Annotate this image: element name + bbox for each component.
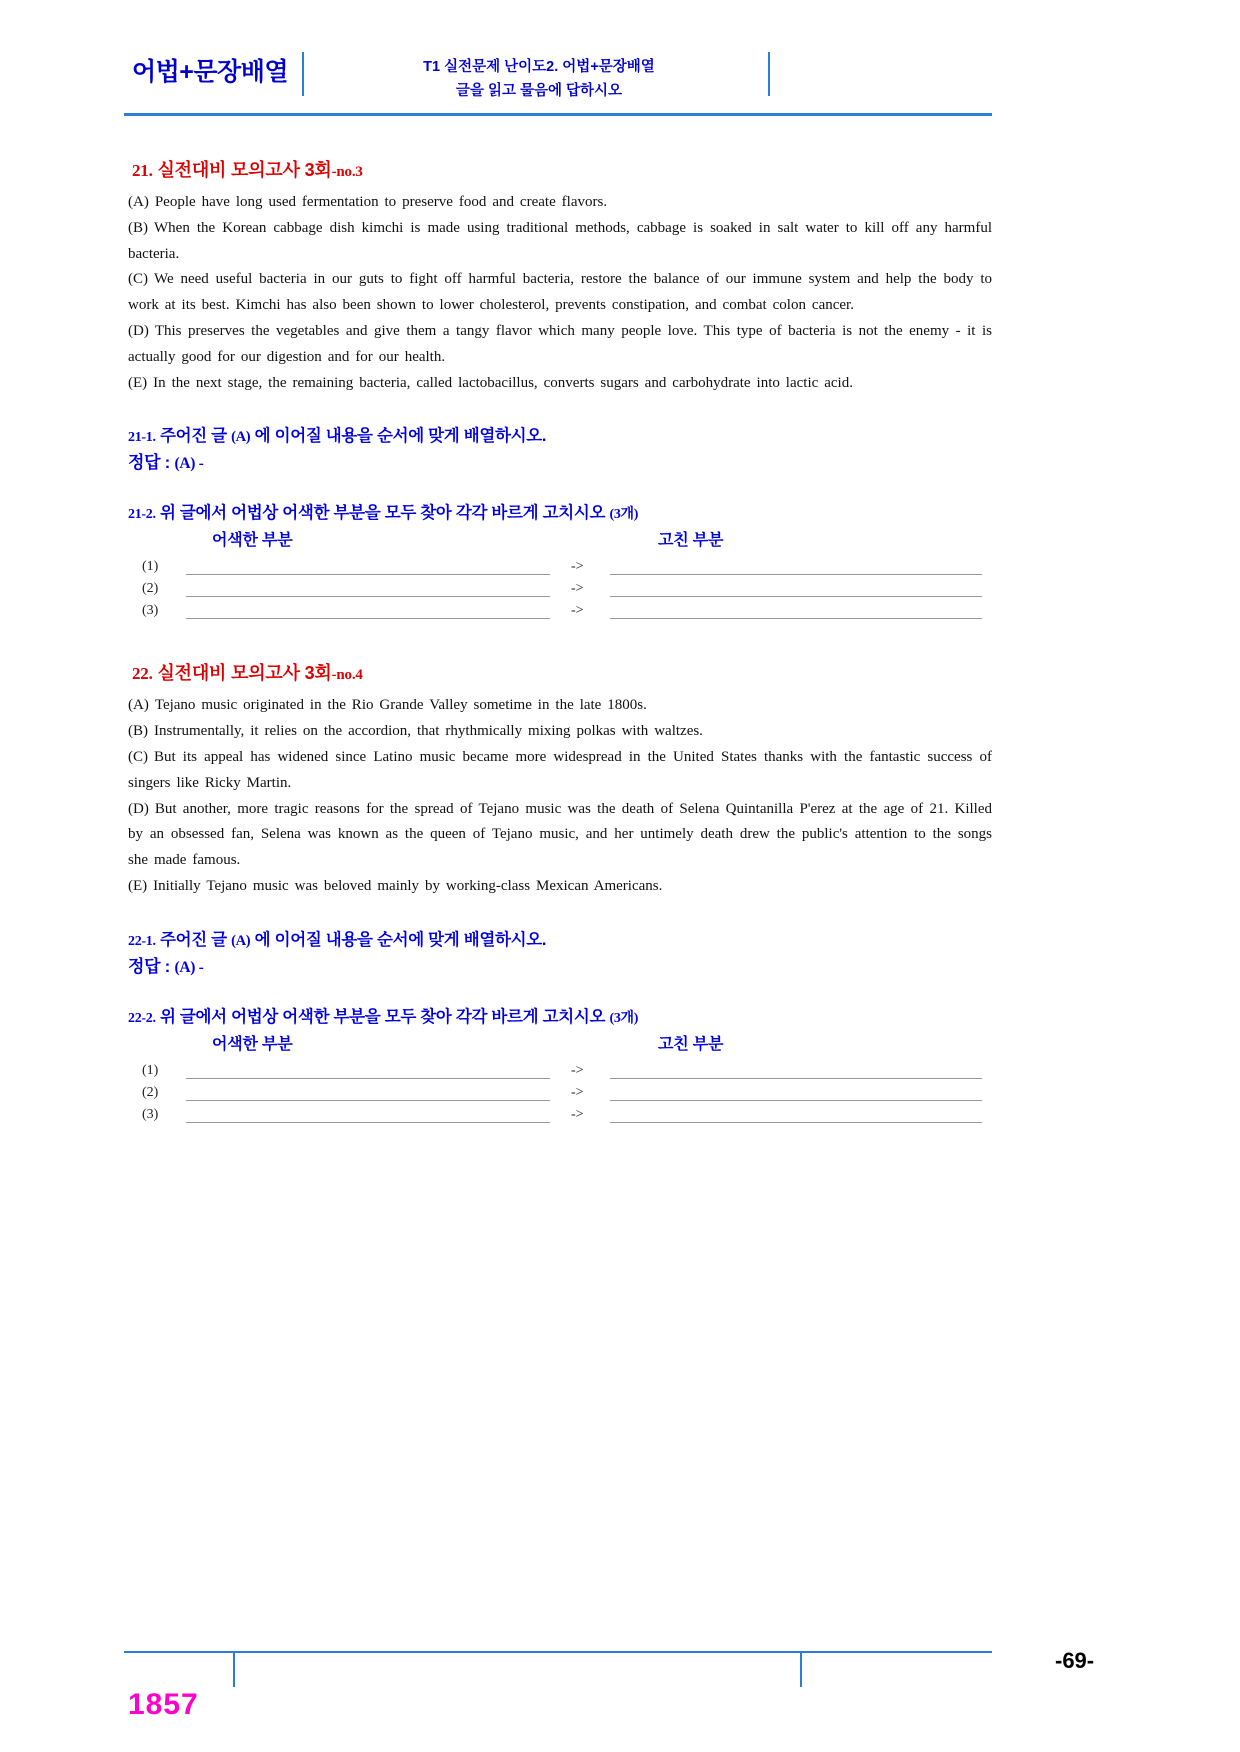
answer-value: (A) -	[174, 958, 204, 976]
row-number: (2)	[142, 1084, 159, 1100]
paragraph-label: (B)	[128, 723, 148, 740]
sub-question-21-1-prompt-before: 주어진 글	[159, 427, 227, 446]
sub-question-21-2-prompt	[128, 499, 992, 523]
paragraph-text: Instrumentally, it relies on the accordion, that rhythmically mixing polkas with waltzes.	[154, 723, 703, 740]
sub-question-22-1	[128, 926, 992, 977]
sub-question-22-1-prompt	[128, 926, 992, 950]
sub-question-21-1-prompt	[128, 422, 992, 446]
column-header-fixed: 고친 부분	[658, 532, 724, 550]
arrow-glyph: ->	[571, 559, 584, 575]
question-22-title	[132, 659, 992, 685]
answer-label: 정답 :	[128, 956, 171, 976]
arrow-glyph: ->	[571, 1084, 584, 1100]
question-22-title-suffix: -no.4	[331, 667, 363, 684]
correction-row	[128, 1085, 992, 1107]
fixed-part-blank[interactable]	[610, 1078, 982, 1079]
footer-divider-left	[233, 1651, 235, 1687]
page-header	[124, 44, 992, 114]
row-number: (1)	[142, 1062, 159, 1078]
question-22-title-main: 실전대비 모의고사 3회	[157, 663, 332, 684]
arrow-glyph: ->	[571, 581, 584, 597]
sub-question-22-2	[128, 1003, 992, 1129]
header-horizontal-rule	[124, 113, 992, 116]
wrong-part-blank[interactable]	[186, 1122, 550, 1123]
paragraph-label: (A)	[128, 194, 149, 210]
correction-row	[128, 581, 992, 603]
passage-paragraph	[128, 874, 992, 900]
paragraph-text: Tejano music originated in the Rio Grande Valley sometime in the late 1800s.	[154, 697, 647, 714]
sub-question-21-1-prompt-after: 에 이어질 내용을 순서에 맞게 배열하시오.	[254, 427, 547, 446]
passage-paragraph	[128, 719, 992, 745]
paragraph-label: (D)	[128, 800, 149, 817]
wrong-part-blank[interactable]	[186, 1078, 550, 1079]
header-divider-left	[302, 52, 304, 96]
header-center-line1: T1 실전문제 난이도2. 어법+문장배열	[423, 59, 655, 75]
wrong-part-blank[interactable]	[186, 596, 550, 597]
sub-question-21-2-number: 21-2.	[128, 507, 156, 523]
fixed-part-blank[interactable]	[610, 618, 982, 619]
sub-question-22-1-prompt-before: 주어진 글	[159, 930, 227, 949]
answer-label: 정답 :	[128, 453, 171, 473]
answer-value: (A) -	[174, 455, 204, 473]
question-21-title-main: 실전대비 모의고사 3회	[157, 160, 332, 180]
worksheet-content	[124, 140, 992, 1133]
passage-paragraph	[128, 797, 992, 874]
sub-question-22-1-number: 22-1.	[128, 933, 156, 949]
sub-question-22-2-count: (3개)	[609, 1010, 639, 1026]
question-block-21	[124, 156, 992, 625]
paragraph-text: We need useful bacteria in our guts to fight off harmful bacteria, restore the balance of our immune system and help the body to work at its best. Kimchi has also been shown to lower cholesterol, prevents constipation, and combat colon cancer.	[128, 271, 992, 314]
sub-question-22-1-answer[interactable]	[128, 952, 992, 977]
passage-paragraph	[128, 319, 992, 371]
arrow-glyph: ->	[571, 603, 584, 619]
footer-page-number: -69-	[1055, 1648, 1095, 1673]
row-number: (3)	[142, 1106, 159, 1122]
fixed-part-blank[interactable]	[610, 1122, 982, 1123]
passage-paragraph	[128, 216, 992, 268]
fixed-part-blank[interactable]	[610, 574, 982, 575]
paragraph-label: (C)	[128, 748, 148, 765]
paragraph-text: In the next stage, the remaining bacteria, called lactobacillus, converts sugars and carbohydrate into lactic acid.	[153, 374, 853, 391]
paragraph-text: Initially Tejano music was beloved mainly by working-class Mexican Americans.	[153, 877, 663, 894]
paragraph-text: But its appeal has widened since Latino music became more widespread in the United States thanks with the fantastic success of singers like Ricky Martin.	[128, 748, 992, 791]
header-center-text	[314, 56, 764, 104]
column-header-wrong: 어색한 부분	[212, 1035, 293, 1053]
row-number: (2)	[142, 581, 159, 597]
wrong-part-blank[interactable]	[186, 574, 550, 575]
question-21-title	[132, 156, 992, 182]
footer-horizontal-rule	[124, 1651, 992, 1653]
paragraph-label: (D)	[128, 322, 149, 339]
header-brand-title: 어법+문장배열	[132, 58, 289, 86]
sub-question-21-1-paren: (A)	[231, 429, 251, 446]
footer-divider-right	[800, 1651, 802, 1687]
passage-paragraph	[128, 371, 992, 397]
fixed-part-blank[interactable]	[610, 596, 982, 597]
sub-question-21-1-answer[interactable]	[128, 448, 992, 473]
sub-question-22-2-prompt	[128, 1003, 992, 1027]
wrong-part-blank[interactable]	[186, 618, 550, 619]
sub-question-22-2-prompt-text: 위 글에서 어법상 어색한 부분을 모두 찾아 각각 바르게 고치시오	[159, 1007, 606, 1026]
paragraph-text: But another, more tragic reasons for the spread of Tejano music was the death of Selena Quintanilla P'erez at the age of 21. Killed by an obsessed fan, Selena was known as the queen of Tejano music, and her untimely death drew the public's attention to the songs she made famous.	[128, 800, 992, 869]
paragraph-label: (B)	[128, 219, 148, 236]
question-block-22	[124, 659, 992, 1128]
column-header-fixed: 고친 부분	[658, 1035, 724, 1053]
correction-table-headers	[128, 527, 992, 551]
sub-question-22-2-number: 22-2.	[128, 1010, 156, 1026]
correction-table-headers	[128, 1031, 992, 1055]
correction-rows	[128, 1063, 992, 1129]
sub-question-21-2-prompt-text: 위 글에서 어법상 어색한 부분을 모두 찾아 각각 바르게 고치시오	[159, 504, 606, 523]
question-21-title-suffix: -no.3	[331, 164, 363, 180]
arrow-glyph: ->	[571, 1062, 584, 1078]
question-22-number: 22.	[132, 664, 153, 684]
paragraph-label: (A)	[128, 697, 149, 714]
correction-row	[128, 603, 992, 625]
header-divider-right	[768, 52, 770, 96]
sub-question-22-1-paren: (A)	[231, 932, 251, 949]
arrow-glyph: ->	[571, 1106, 584, 1122]
paragraph-text: People have long used fermentation to preserve food and create flavors.	[154, 194, 608, 210]
question-21-number: 21.	[132, 161, 153, 180]
header-center-line2: 글을 읽고 물음에 답하시오	[455, 82, 623, 99]
row-number: (1)	[142, 559, 159, 575]
correction-row	[128, 1107, 992, 1129]
wrong-part-blank[interactable]	[186, 1100, 550, 1101]
correction-rows	[128, 559, 992, 625]
row-number: (3)	[142, 603, 159, 619]
paragraph-text: This preserves the vegetables and give them a tangy flavor which many people love. This type of bacteria is not the enemy - it is actually good for our digestion and for our health.	[128, 322, 992, 365]
paragraph-label: (E)	[128, 877, 148, 894]
passage-paragraph	[128, 693, 992, 719]
passage-paragraph	[128, 190, 992, 216]
sub-question-21-1-number: 21-1.	[128, 430, 156, 446]
correction-row	[128, 1063, 992, 1085]
sub-question-21-2	[128, 499, 992, 625]
paragraph-label: (C)	[128, 271, 148, 288]
sub-question-22-1-prompt-after: 에 이어질 내용을 순서에 맞게 배열하시오.	[254, 930, 547, 949]
fixed-part-blank[interactable]	[610, 1100, 982, 1101]
passage-paragraph	[128, 267, 992, 319]
column-header-wrong: 어색한 부분	[212, 532, 293, 550]
correction-row	[128, 559, 992, 581]
passage-paragraph	[128, 745, 992, 797]
paragraph-text: When the Korean cabbage dish kimchi is made using traditional methods, cabbage is soaked in salt water to kill off any harmful bacteria.	[128, 219, 992, 262]
sub-question-21-1	[128, 422, 992, 473]
footer-document-code: 1857	[128, 1688, 199, 1721]
paragraph-label: (E)	[128, 374, 148, 391]
sub-question-21-2-count: (3개)	[609, 507, 639, 523]
